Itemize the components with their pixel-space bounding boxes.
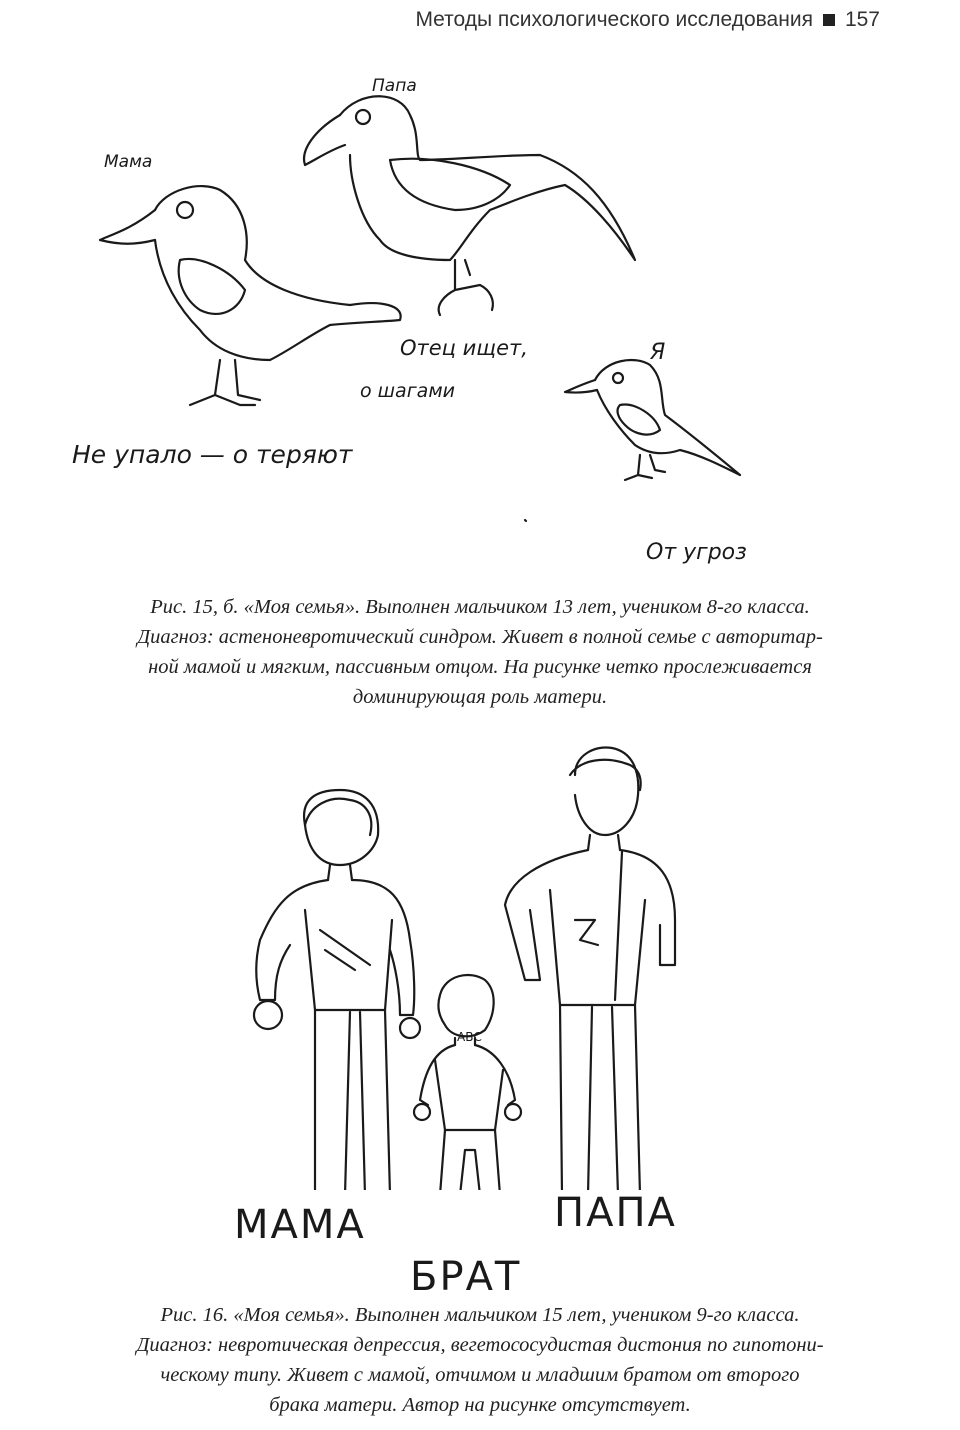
label-parrot-small: Я — [650, 340, 666, 365]
speck-mark — [525, 520, 526, 521]
parrots-sketch — [60, 60, 820, 590]
caption-line: брака матери. Автор на рисунке отсутствует. — [269, 1394, 691, 1416]
parrot-top-drawing — [304, 96, 635, 315]
figure-15-caption — [20, 592, 940, 712]
caption-line: ной мамой и мягким, пассивным отцом. На рисунке четко прослеживается — [148, 656, 812, 678]
label-parrot-left: Мама — [104, 152, 153, 172]
square-bullet-icon — [823, 14, 835, 26]
figure-16-drawing — [220, 740, 720, 1190]
family-sketch — [220, 740, 720, 1190]
parrot-left-drawing — [100, 186, 401, 405]
mother-figure-drawing — [254, 790, 420, 1190]
label-bottom-text: От угроз — [646, 540, 747, 565]
caption-line: ческому типу. Живет с мамой, отчимом и младшим братом от второго — [160, 1364, 800, 1386]
label-middle-text-line2: о шагами — [360, 380, 455, 402]
father-figure-drawing — [505, 747, 675, 1190]
caption-line: Диагноз: невротическая депрессия, вегетососудистая дистония по гипотони- — [136, 1334, 824, 1356]
page-number: 157 — [844, 8, 880, 31]
figure-15-drawing — [60, 60, 820, 590]
brother-figure-drawing — [414, 975, 521, 1190]
parrot-small-drawing — [565, 360, 740, 480]
caption-line: доминирующая роль матери. — [352, 686, 608, 708]
label-brat: БРАТ — [410, 1254, 522, 1300]
label-middle-text-line1: Отец ищет, — [400, 336, 528, 360]
label-left-text: Не упало — о теряют — [72, 440, 353, 469]
label-papa: ПАПА — [554, 1190, 677, 1236]
running-header — [415, 8, 880, 32]
label-mama: МАМА — [234, 1202, 366, 1248]
figure-16-caption — [20, 1300, 940, 1420]
caption-line: Диагноз: астеноневротический синдром. Живет в полной семье с авторитар- — [137, 626, 823, 648]
label-parrot-top: Папа — [372, 76, 417, 96]
running-title: Методы психологического исследования — [415, 8, 813, 31]
caption-line: Рис. 15, б. «Моя семья». Выполнен мальчиком 13 лет, учеником 8-го класса. — [150, 596, 810, 618]
caption-line: Рис. 16. «Моя семья». Выполнен мальчиком 15 лет, учеником 9-го класса. — [160, 1304, 800, 1326]
shirt-letters: АВС — [457, 1030, 482, 1044]
